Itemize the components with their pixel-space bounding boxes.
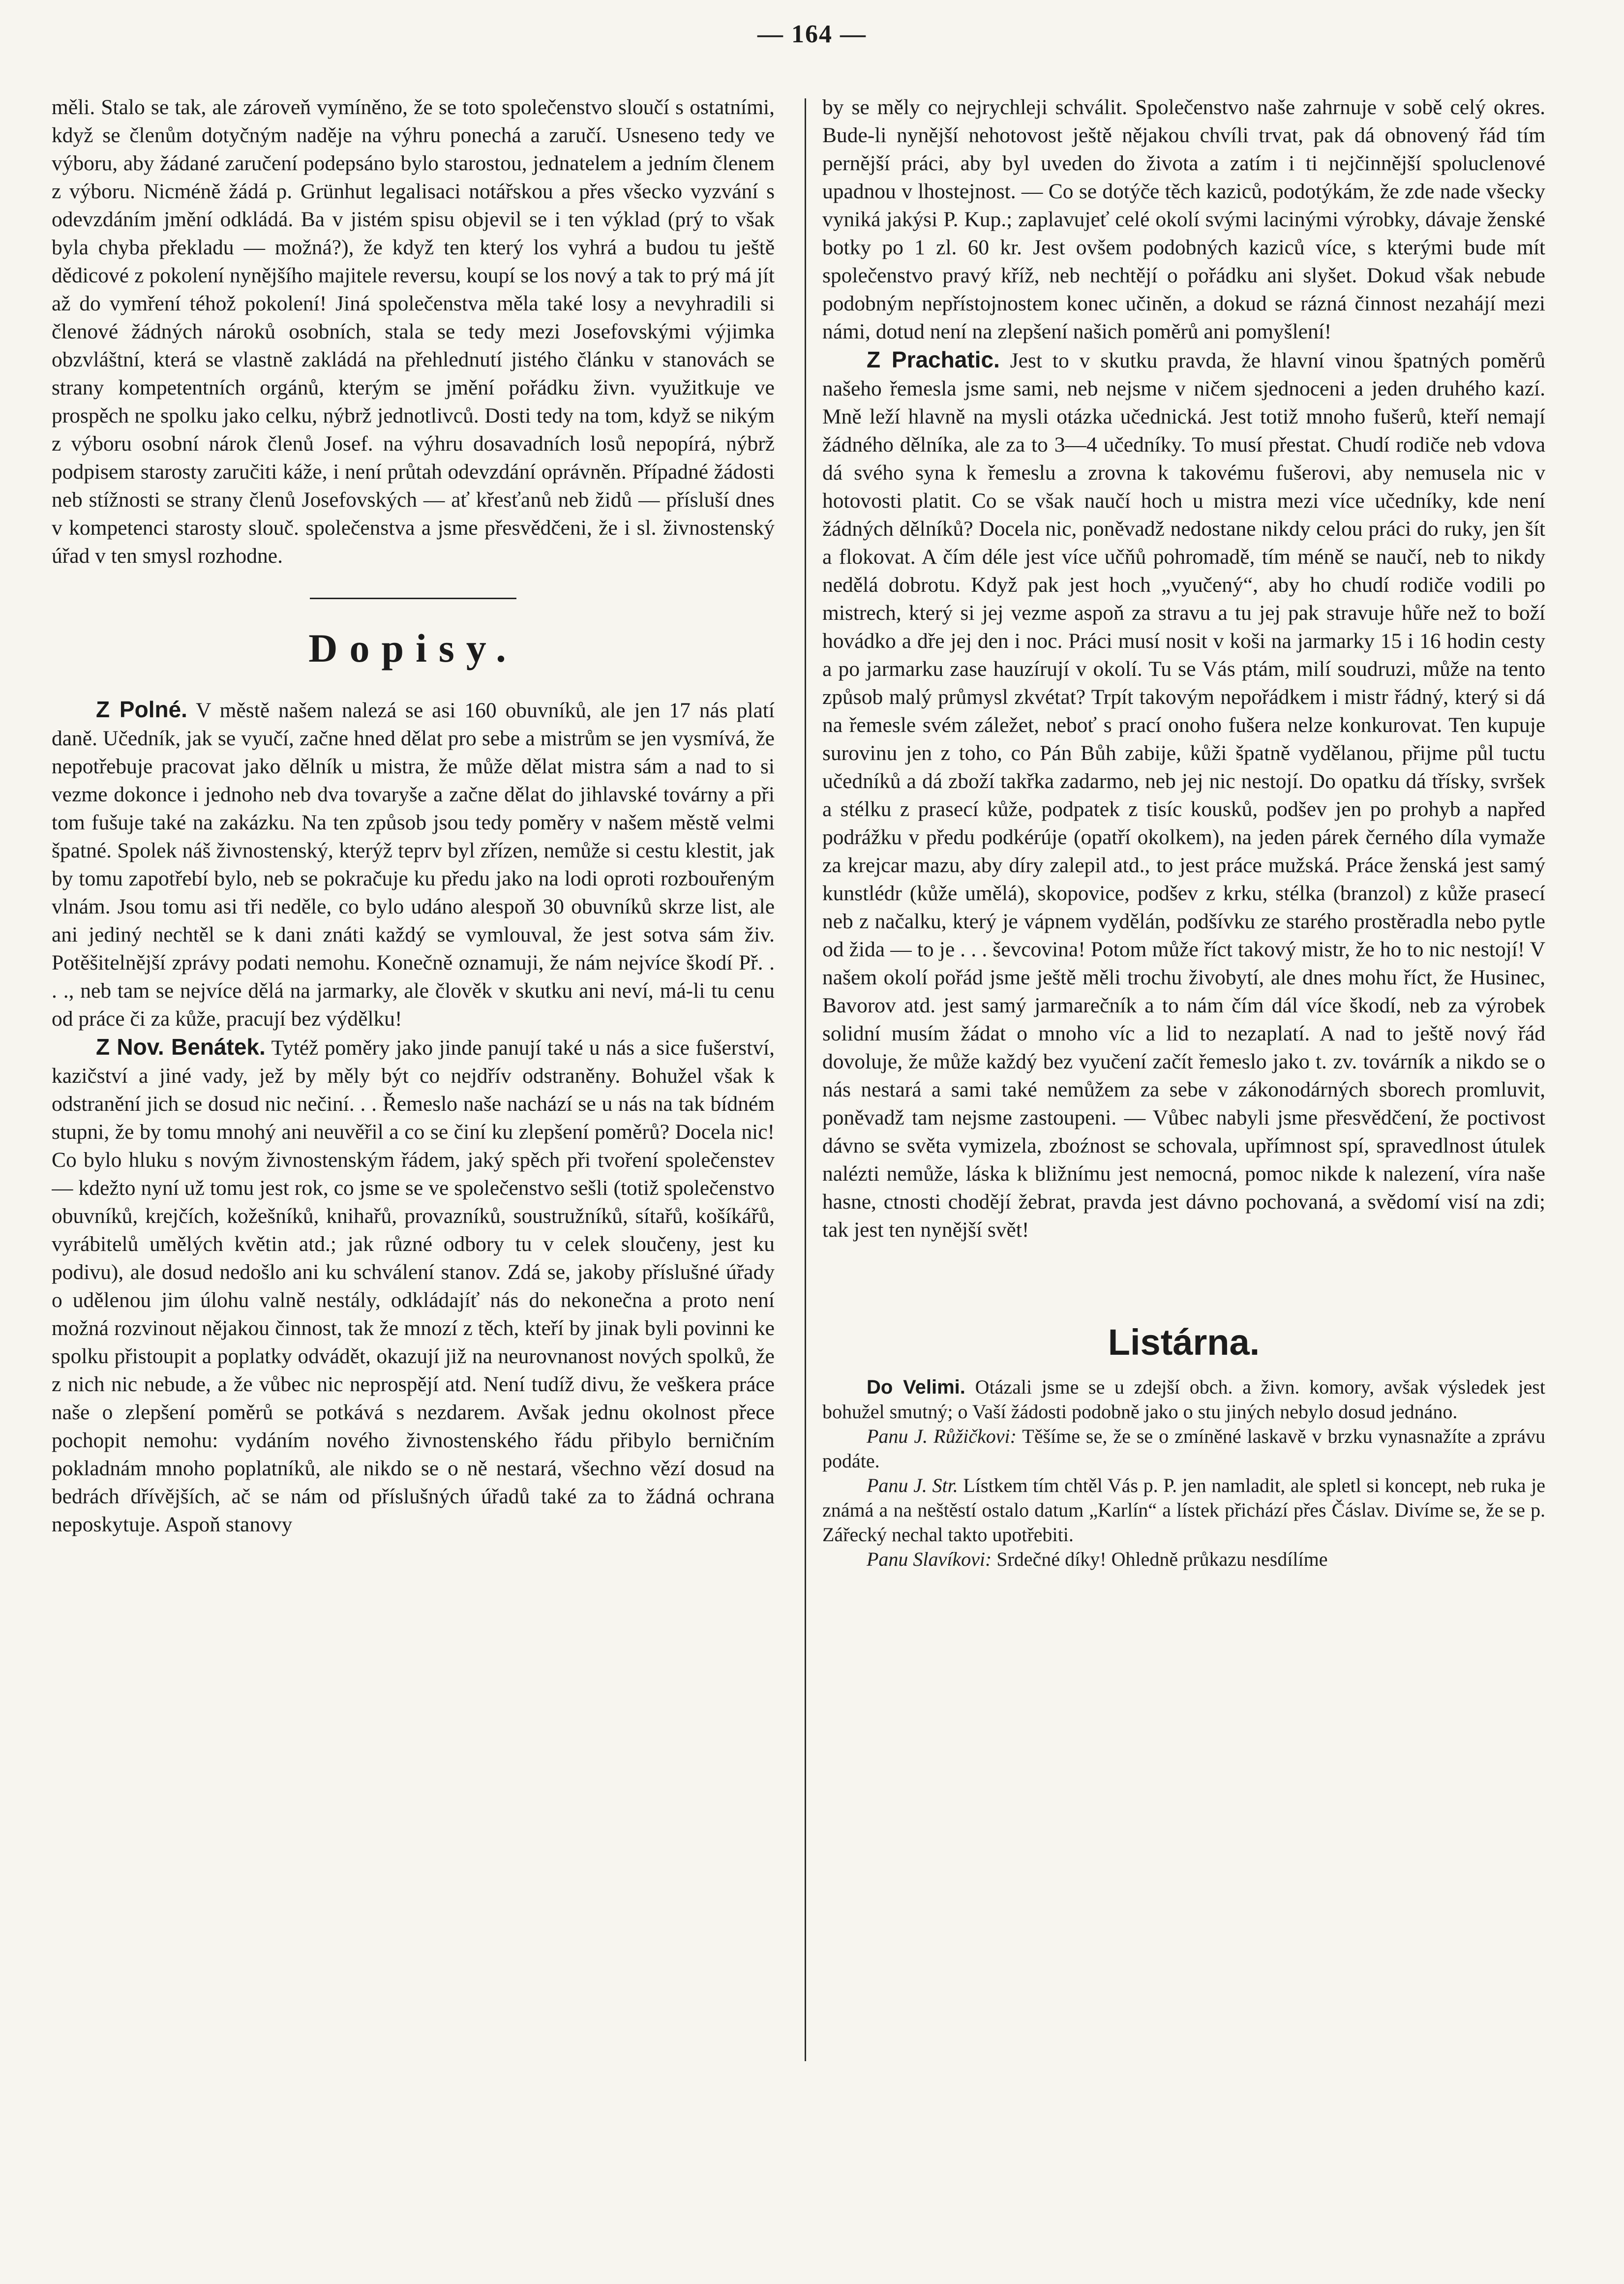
right-column bbox=[822, 93, 1545, 2258]
letter-benatky-heading: Z Nov. Benátek. bbox=[96, 1034, 266, 1060]
column-divider bbox=[805, 98, 806, 2061]
letter-benatky-text: Tytéž poměry jako jinde panují také u nás a sice fušerství, kazičství a jiné vady, jež by měly být co nejdřív odstraněny. Bohužel však k odstranění jich se dosud nic nečiní. . . Řemeslo naše nachází se u nás na tak bídném stupni, že by tomu mnohý ani neuvěřil a co se činí ku zlepšení poměrů? Docela nic! Co bylo hluku s novým živnostenským řádem, jaký spěch při tvoření společenstev — kdežto nyní už tomu jest rok, co jsme se ve společenstvo sešli (totiž společenstvo obuvníků, krejčích, kožešníků, knihařů, provazníků, soustružníků, sítařů, košíkářů, vyrábitelů umělých květin atd.; jak různé odbory tu v celek sloučeny, jest ku podivu), ale dosud nedošlo ani ku schválení stanov. Zdá se, jakoby příslušné úřady o udělenou jim úlohu valně nestály, odkládajíť nás do nekonečna a proto není možná rozvinout nějakou činnost, tak že mnozí z těch, kteří by jinak byli povinni ke spolku přistoupit a poplatky odvádět, okazují již na neurovnanost nových spolků, že z nich nic nebude, a že vůbec nic neprospějí atd. Není tudíž divu, že veškera práce naše o zlepšení poměrů se potkává s nezdarem. Avšak jednu okolnost přece pochopit nemohu: vydáním nového živnostenského řádu přibylo berničním pokladnám mnoho poplatníků, ale nikdo se o ně nestará, všechno vězí dosud na bedrách dřívějších, ač se nám od příslušných úřadů také za to žádná ochrana neposkytuje. Aspoň stanovy bbox=[52, 1036, 775, 1536]
letter-polna bbox=[52, 696, 775, 1033]
letter-polna-text: V městě našem nalezá se asi 160 obuvníků, ale jen 17 nás platí daně. Učedník, jak se vyučí, začne hned dělat pro sebe a mistrům se jen vysmívá, že nepotřebuje pracovat jako dělník u mistra, že může dělat mistra sám a nad to si vezme dokonce i jednoho neb dva tovaryše a začne dělat do jihlavské továrny a při tom fušuje také na zakázku. Na ten způsob jsou tedy poměry v našem městě velmi špatné. Spolek náš živnostenský, kterýž teprv byl zřízen, nemůže si cestu klestit, jak by tomu zapotřebí bylo, neb se pokračuje ku předu jako na lodi oproti rozbouřeným vlnám. Jsou tomu asi tři neděle, co bylo udáno alespoň 30 obuvníků skrze list, ale ani jediný nechtěl se k dani znáti každý se vymlouval, že jest sotva sám živ. Potěšitelnější zprávy podati nemohu. Konečně oznamuji, že nám nejvíce škodí Př. . . ., neb tam se nejvíce dělá na jarmarky, ale člověk v skutku ani neví, má-li tu cenu od práce či za kůže, pracují bez výdělku! bbox=[52, 699, 775, 1031]
listarna-item-text: Těšíme se, že se o zmíněné laskavě v brzku vynasnažíte a zprávu podáte. bbox=[822, 1425, 1545, 1472]
listarna-item-text: Srdečné díky! Ohledně průkazu nesdílíme bbox=[996, 1548, 1328, 1570]
section-divider bbox=[310, 598, 516, 599]
listarna-item-heading: Panu J. Růžičkovi: bbox=[867, 1425, 1017, 1447]
listarna-spacer bbox=[822, 1244, 1545, 1318]
listarna-item-heading: Do Velimi. bbox=[867, 1376, 965, 1398]
left-column bbox=[52, 93, 775, 2258]
listarna-item bbox=[822, 1375, 1545, 1424]
section-title: Dopisy. bbox=[308, 626, 518, 670]
listarna-item-heading: Panu Slavíkovi: bbox=[867, 1548, 992, 1570]
letter-prachatice-text: Jest to v skutku pravda, že hlavní vinou špatných poměrů našeho řemesla jsme sami, neb nejsme v ničem sjednoceni a jeden druhého kazí. Mně leží hlavně na mysli otázka učednická. Jest totiž mnoho fušerů, kteří nemají žádného dělníka, ale za to 3—4 učedníky. To musí přestat. Chudí rodiče neb vdova dá svého syna k řemeslu a zrovna k takovému fušerovi, aby nemusela nic v hotovosti platit. Co se však naučí hoch u mistra mezi více učedníky, kde není žádných dělníků? Docela nic, poněvadž nedostane nikdy celou práci do ruky, jen šít a flokovat. A čím déle jest více učňů pohromadě, tím méně se naučí, neb to nikdy nedělá dobrotu. Když pak jest hoch „vyučený“, aby ho chudí rodiče vodili po mistrech, který si jej vezme aspoň za stravu a tu jej pak stravuje hůře než to boží hovádko a dře jej den i noc. Práci musí nosit v koši na jarmarky 15 i 16 hodin cesty a po jarmarku zase hauzírují v okolí. Tu se Vás ptám, milí soudruzi, může na tento způsob malý průmysl zkvétat? Trpít takovým nepořádkem i mistr řádný, který si dá na řemesle svém záležet, neboť s prací onoho fušera nelze konkurovat. Ten kupuje surovinu jen z toho, co Pán Bůh zabije, kůži špatně vydělanou, přijme půl tuctu učedníků a dá zboží takřka zadarmo, neb jej nic nestojí. Do opatku dá třísky, svršek a stélku z prasecí kůže, podpatek z tisíc kousků, podšev jen po prohyb a napřed podrážku v předu podkérúje (opatří okolkem), na jeden párek černého díla vymaže za krejcar mazu, aby díry zalepil atd., to jest práce mužská. Práce ženská jest samý kunstlédr (kůže umělá), skopovice, podšev z krku, stélka (branzol) z kůže prasecí neb z načalku, který je vápnem vydělán, podšívku ze starého prostěradla nebo pytle od žida — to je . . . ševcovina! Potom může říct takový mistr, že ho to nic nestojí! V našem okolí pořád jsme ještě měli trochu živobytí, ale dnes mohu říct, že Husinec, Bavorov atd. jest samý jarmarečník a to nám čím dál více škodí, neb za výrobek solidní musím žádat o mnoho víc a lid to nezaplatí. A nad to ještě nový řád dovoluje, že může každý bez vyučení začít řemeslo jako t. zv. továrník a nikdo se o nás nestará a sami také nemůžem za sebe v zákonodárných sborech promluvit, poněvadž tam nejsme zastoupeni. — Vůbec nabyli jsme přesvědčení, že poctivost dávno se světa vymizela, zboźnost se schovala, upřímnost spí, spravedlnost útulek nalézti nemůže, láska k bližnímu jest nemocná, pomoc nikde k nalezení, víra naše hasne, ctnosti chodějí žebrat, pravda jest dávno pochovaná, a svědomí visí na zdi; tak jest ten nynější svět! bbox=[822, 349, 1545, 1242]
listarna-item bbox=[822, 1473, 1545, 1547]
listarna-item-heading: Panu J. Str. bbox=[867, 1474, 958, 1496]
listarna-section bbox=[822, 1375, 1545, 1572]
letter-polna-heading: Z Polné. bbox=[96, 697, 187, 722]
listarna-item-text: Lístkem tím chtěl Vás p. P. jen namladit, ale spletl si koncept, neb ruka je známá a na neštěstí ostalo datum „Karlín“ a lístek přichází přes Čáslav. Divíme se, že se p. Zářecký nechal takto upotřebiti. bbox=[822, 1474, 1545, 1546]
listarna-item-text: Otázali jsme se u zdejší obch. a živn. komory, avšak výsledek jest bohužel smutný; o Vaší žádosti podobně jako o stu jiných nebylo dosud jednáno. bbox=[822, 1376, 1545, 1423]
letter-prachatice-heading: Z Prachatic. bbox=[867, 347, 1000, 372]
listarna-item bbox=[822, 1547, 1545, 1572]
listarna-title: Listárna. bbox=[1108, 1322, 1260, 1363]
continuation-paragraph: by se měly co nejrychleji schválit. Společenstvo naše zahrnuje v sobě celý okres. Bude-li nynější nehotovost ještě nějakou chvíli trvat, pak dá obnovený řád tím pernější práci, aby byl uveden do života a zatím i ti nejčinnější spoluclenové upadnou v lhostejnost. — Co se dotýče těch kaziců, podotýkám, že zde nade všecky vyniká jakýsi P. Kup.; zaplavujeť celé okolí svými lacinými výrobky, dávaje ženské botky po 1 zl. 60 kr. Jest ovšem podobných kaziců více, s kterými bude mít společenstvo pravý kříž, neb nechtějí o pořádku ani slyšet. Dokud však nebude podobným nepřístojnostem konec učiněn, a dokud se rázná činnost nezahájí mezi námi, dotud není na zlepšení našich poměrů ani pomyšlení! bbox=[822, 95, 1545, 343]
listarna-item bbox=[822, 1424, 1545, 1473]
letter-benatky bbox=[52, 1033, 775, 1539]
letter-prachatice bbox=[822, 346, 1545, 1244]
intro-paragraph: měli. Stalo se tak, ale zároveň vymíněno, že se toto společenstvo sloučí s ostatními, když se členům dotyčným naděje na výhru ponechá a zaručí. Usneseno tedy ve výboru, aby žádané zaručení podepsáno bylo starostou, jednatelem a jedním členem z výboru. Nicméně žádá p. Grünhut legalisaci notářskou a přes všecko vyzvání s odevzdáním jmění odkládá. Ba v jistém spisu objevil se i ten výklad (prý to však byla chyba překladu — možná?), že když ten který los vyhrá a budou tu ještě dědicové z pokolení nynějšího majitele reversu, koupí se los nový a tak to prý má jít až do vymření téhož pokolení! Jiná společenstva měla také losy a nevyhradili si členové žádných nároků osobních, stala se tedy mezi Josefovskými výjimka obzvláštní, která se vlastně zakládá na přehlednutí jistého článku v stanovách se strany kompetentních orgánů, kterým se jmění pořádku živn. využitkuje ve prospěch ne spolku jako celku, nýbrž jednotlivců. Dosti tedy na tom, když se nikým z výboru osobní nárok členů Josef. na výhru dosavadních losů nepopírá, nýbrž podpisem starosty zaručiti káže, i není průtah odevzdání oprávněn. Případné žádosti neb stížnosti se strany členů Josefovských — ať křesťanů neb židů — přísluší dnes v kompetenci starosty slouč. společenstva a jsme přesvědčeni, že i sl. živnostenský úřad v ten smysl rozhodne. bbox=[52, 95, 775, 568]
page-number: — 164 — bbox=[757, 20, 867, 48]
